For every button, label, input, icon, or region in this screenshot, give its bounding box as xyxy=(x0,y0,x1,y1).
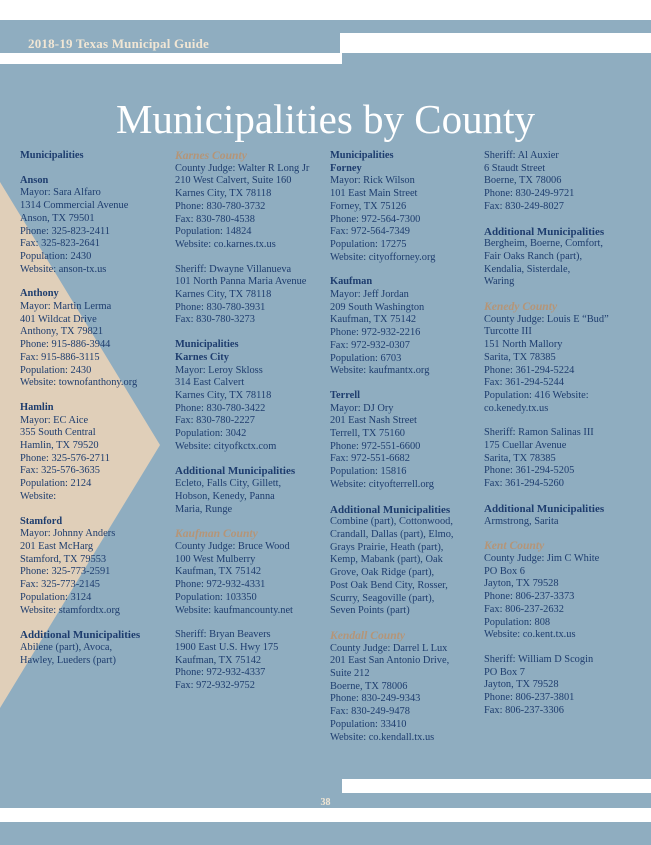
entry-line: County Judge: Walter R Long Jr xyxy=(175,162,310,174)
entry-line: Fax: 325-773-2145 xyxy=(20,579,100,591)
entry-line: Mayor: Johnny Anders xyxy=(20,528,116,540)
entry-line: Population: 2124 xyxy=(20,478,92,490)
entry-line: Grays Prairie, Heath (part), xyxy=(330,541,444,553)
county-heading xyxy=(330,630,480,643)
entry-line: Municipalities xyxy=(330,150,394,161)
entry-line: Population: 416 Website: xyxy=(484,389,589,401)
entry-line: 1900 East U.S. Hwy 175 xyxy=(175,641,279,653)
entry-line: Phone: 972-932-4337 xyxy=(175,667,266,679)
entry-block xyxy=(484,150,644,214)
entry-block xyxy=(175,365,327,454)
entry-line: Terrell, TX 75160 xyxy=(330,428,405,440)
entry-line: Phone: 830-249-9721 xyxy=(484,188,575,200)
entry-line: Ecleto, Falls City, Gillett, xyxy=(175,478,282,490)
entry-block xyxy=(20,301,170,390)
entry-line: Fax: 830-249-9478 xyxy=(330,706,410,718)
entry-line: Karnes City, TX 78118 xyxy=(175,389,272,401)
entry-line: 210 West Calvert, Suite 160 xyxy=(175,175,292,187)
section-heading xyxy=(330,390,480,403)
entry-line: Stamford xyxy=(20,515,63,527)
entry-line: Additional Municipalities xyxy=(484,502,605,515)
entry-line: Fax: 830-780-4538 xyxy=(175,213,255,225)
entry-line: Sheriff: William D Scogin xyxy=(484,653,594,665)
entry-line: 201 East San Antonio Drive, xyxy=(330,655,450,667)
entry-line: Website: kaufmancounty.net xyxy=(175,604,293,616)
entry-line: Fax: 325-823-2641 xyxy=(20,238,100,250)
entry-line: 101 East Main Street xyxy=(330,188,418,200)
entry-block xyxy=(175,264,327,328)
page-title: Municipalities by County xyxy=(115,96,536,142)
section-heading xyxy=(484,226,644,239)
footer-white-stripe xyxy=(342,779,651,793)
entry-line: Phone: 325-576-2711 xyxy=(20,452,110,464)
entry-line: Population: 103350 xyxy=(175,591,257,603)
entry-block xyxy=(330,403,480,492)
entry-block xyxy=(20,415,170,504)
section-heading xyxy=(20,175,170,188)
entry-line: Kaufman, TX 75142 xyxy=(330,314,417,326)
section-heading xyxy=(20,629,170,642)
entry-line: Website: co.karnes.tx.us xyxy=(175,238,276,250)
entry-line: Kaufman, TX 75142 xyxy=(175,654,262,666)
entry-line: Forney, TX 75126 xyxy=(330,200,407,212)
entry-line: Sheriff: Dwayne Villanueva xyxy=(175,263,292,275)
entry-line: Mayor: DJ Ory xyxy=(330,402,394,414)
entry-line: Mayor: Sara Alfaro xyxy=(20,187,101,199)
entry-line: Population: 6703 xyxy=(330,352,402,364)
entry-line: Fax: 325-576-3635 xyxy=(20,465,100,477)
entry-line: Mayor: Rick Wilson xyxy=(330,175,415,187)
entry-block xyxy=(484,427,644,491)
entry-block xyxy=(484,553,644,642)
entry-line: Additional Municipalities xyxy=(330,503,451,516)
entry-line: Hamlin, TX 79520 xyxy=(20,440,99,452)
entry-line: Kendall County xyxy=(330,628,406,642)
entry-block xyxy=(20,528,170,617)
entry-line: Population: 808 xyxy=(484,616,551,628)
entry-block xyxy=(175,541,327,617)
entry-line: PO Box 6 xyxy=(484,565,525,577)
entry-line: Phone: 806-237-3801 xyxy=(484,692,575,704)
entry-line: Phone: 361-294-5205 xyxy=(484,465,575,477)
entry-line: Boerne, TX 78006 xyxy=(484,175,562,187)
entry-line: Municipalities xyxy=(20,150,84,161)
entry-line: 6 Staudt Street xyxy=(484,162,546,174)
entry-line: Boerne, TX 78006 xyxy=(330,680,408,692)
entry-line: Sarita, TX 78385 xyxy=(484,351,556,363)
column-4 xyxy=(484,150,644,717)
entry-line: Anthony xyxy=(20,288,59,300)
entry-line: co.kenedy.tx.us xyxy=(484,402,549,414)
entry-block xyxy=(484,238,644,289)
entry-line: 151 North Mallory xyxy=(484,339,563,351)
section-heading xyxy=(484,503,644,516)
entry-block xyxy=(20,187,170,276)
entry-line: Website: cityofforney.org xyxy=(330,251,436,263)
entry-line: Mayor: EC Aice xyxy=(20,414,89,426)
entry-line: Fax: 972-564-7349 xyxy=(330,226,410,238)
entry-line: Mayor: Leroy Skloss xyxy=(175,364,263,376)
entry-line: 401 Wildcat Drive xyxy=(20,313,97,325)
entry-line: Phone: 972-551-6600 xyxy=(330,440,421,452)
entry-line: Kaufman County xyxy=(175,527,258,541)
section-heading xyxy=(330,276,480,289)
entry-line: Fax: 830-249-8027 xyxy=(484,200,564,212)
entry-line: Anson xyxy=(20,174,49,186)
entry-line: Seven Points (part) xyxy=(330,605,410,617)
entry-line: Mayor: Martin Lerma xyxy=(20,301,112,313)
entry-line: Population: 3042 xyxy=(175,428,247,440)
section-heading xyxy=(20,150,170,163)
entry-line: Additional Municipalities xyxy=(20,629,141,642)
entry-line: Turcotte III xyxy=(484,326,532,338)
entry-line: PO Box 7 xyxy=(484,666,525,678)
entry-line: Population: 14824 xyxy=(175,226,252,238)
bottom-white-stripe xyxy=(0,808,651,822)
entry-line: Population: 33410 xyxy=(330,718,407,730)
entry-line: Additional Municipalities xyxy=(484,225,605,238)
page-number: 38 xyxy=(320,797,331,808)
entry-line: Hawley, Lueders (part) xyxy=(20,654,116,666)
entry-block xyxy=(330,643,480,745)
entry-line: Fair Oaks Ranch (part), xyxy=(484,250,583,262)
entry-line: Kenedy County xyxy=(484,300,558,314)
entry-line: 355 South Central xyxy=(20,427,96,439)
entry-line: Website: cityofterrell.org xyxy=(330,478,434,490)
entry-block xyxy=(330,516,480,618)
entry-line: Stamford, TX 79553 xyxy=(20,553,107,565)
entry-line: Crandall, Dallas (part), Elmo, xyxy=(330,528,454,540)
section-heading xyxy=(330,504,480,517)
entry-line: Fax: 972-932-9752 xyxy=(175,680,255,692)
section-heading xyxy=(175,352,327,365)
entry-line: Karnes County xyxy=(175,149,247,162)
entry-line: Fax: 806-237-3306 xyxy=(484,704,564,716)
entry-line: Phone: 972-932-4331 xyxy=(175,579,266,591)
entry-line: Maria, Runge xyxy=(175,503,233,515)
entry-line: Kendalia, Sisterdale, xyxy=(484,263,571,275)
entry-line: Phone: 325-823-2411 xyxy=(20,225,110,237)
entry-line: Phone: 915-886-3944 xyxy=(20,339,111,351)
entry-line: Phone: 972-932-2216 xyxy=(330,327,421,339)
entry-line: Jayton, TX 79528 xyxy=(484,679,559,691)
entry-line: Sarita, TX 78385 xyxy=(484,452,556,464)
entry-block xyxy=(330,289,480,378)
entry-line: Post Oak Bend City, Rosser, xyxy=(330,579,448,591)
entry-line: 201 East Nash Street xyxy=(330,415,417,427)
entry-line: Website: kaufmantx.org xyxy=(330,365,430,377)
column-2 xyxy=(175,150,327,693)
entry-line: Phone: 361-294-5224 xyxy=(484,364,575,376)
entry-line: 314 East Calvert xyxy=(175,377,245,389)
entry-line: 175 Cuellar Avenue xyxy=(484,440,567,452)
entry-line: 1314 Commercial Avenue xyxy=(20,200,129,212)
entry-line: Karnes City, TX 78118 xyxy=(175,289,272,301)
entry-line: County Judge: Jim C White xyxy=(484,552,600,564)
entry-line: Hamlin xyxy=(20,401,54,413)
section-heading xyxy=(20,288,170,301)
entry-line: Phone: 325-773-2591 xyxy=(20,566,111,578)
entry-line: Phone: 830-780-3931 xyxy=(175,301,266,313)
entry-line: Phone: 972-564-7300 xyxy=(330,213,421,225)
entry-line: Population: 15816 xyxy=(330,466,407,478)
entry-line: Website: anson-tx.us xyxy=(20,263,107,275)
entry-line: Phone: 806-237-3373 xyxy=(484,591,575,603)
entry-line: Website: cityofkctx.com xyxy=(175,440,277,452)
entry-line: Sheriff: Al Auxier xyxy=(484,150,559,161)
county-heading xyxy=(484,540,644,553)
entry-line: Scurry, Seagoville (part), xyxy=(330,592,435,604)
entry-line: Combine (part), Cottonwood, xyxy=(330,516,453,528)
entry-line: Fax: 972-932-0307 xyxy=(330,339,410,351)
entry-line: Grove, Oak Ridge (part), xyxy=(330,567,435,579)
entry-block xyxy=(175,629,327,693)
entry-line: 100 West Mulberry xyxy=(175,553,256,565)
entry-line: Municipalities xyxy=(175,339,239,351)
section-heading xyxy=(20,516,170,529)
entry-line: Fax: 830-780-2227 xyxy=(175,415,255,427)
entry-line: County Judge: Darrel L Lux xyxy=(330,642,448,654)
entry-line: Phone: 830-780-3422 xyxy=(175,402,266,414)
section-heading xyxy=(175,339,327,352)
entry-line: Sheriff: Ramon Salinas III xyxy=(484,427,594,439)
entry-line: Fax: 361-294-5260 xyxy=(484,478,564,490)
entry-block xyxy=(330,175,480,264)
section-heading xyxy=(175,465,327,478)
entry-line: Forney xyxy=(330,162,362,174)
entry-block xyxy=(484,654,644,718)
entry-line: County Judge: Louis E “Bud” xyxy=(484,313,609,325)
entry-line: Website: stamfordtx.org xyxy=(20,604,120,616)
entry-line: Website: co.kent.tx.us xyxy=(484,629,576,641)
entry-line: Fax: 830-780-3273 xyxy=(175,314,255,326)
entry-line: Fax: 972-551-6682 xyxy=(330,453,410,465)
county-heading xyxy=(175,150,327,163)
entry-line: Phone: 830-780-3732 xyxy=(175,200,266,212)
section-heading xyxy=(330,163,480,176)
entry-line: Armstrong, Sarita xyxy=(484,515,559,527)
entry-line: Jayton, TX 79528 xyxy=(484,578,559,590)
entry-line: Bergheim, Boerne, Comfort, xyxy=(484,238,603,250)
entry-block xyxy=(175,163,327,252)
entry-line: Fax: 361-294-5244 xyxy=(484,377,564,389)
entry-line: Fax: 806-237-2632 xyxy=(484,603,564,615)
entry-line: Website: xyxy=(20,490,57,502)
entry-line: 209 South Washington xyxy=(330,301,425,313)
county-heading xyxy=(484,301,644,314)
entry-line: Terrell xyxy=(330,389,361,401)
entry-line: Abilene (part), Avoca, xyxy=(20,641,113,653)
section-heading xyxy=(20,402,170,415)
entry-line: Fax: 915-886-3115 xyxy=(20,351,100,363)
entry-line: Anson, TX 79501 xyxy=(20,212,95,224)
entry-block xyxy=(484,314,644,416)
entry-line: Suite 212 xyxy=(330,668,370,680)
column-1 xyxy=(20,150,170,667)
entry-line: Phone: 830-249-9343 xyxy=(330,693,421,705)
column-3 xyxy=(330,150,480,744)
entry-line: Additional Municipalities xyxy=(175,465,296,478)
entry-line: County Judge: Bruce Wood xyxy=(175,540,290,552)
entry-line: Hobson, Kenedy, Panna xyxy=(175,490,275,502)
entry-line: Kent County xyxy=(484,539,545,553)
entry-line: 101 North Panna Maria Avenue xyxy=(175,276,307,288)
entry-line: Population: 2430 xyxy=(20,250,92,262)
entry-line: Karnes City xyxy=(175,351,229,363)
entry-line: Kaufman, TX 75142 xyxy=(175,566,262,578)
entry-line: Website: townofanthony.org xyxy=(20,377,138,389)
entry-line: Anthony, TX 79821 xyxy=(20,326,104,338)
entry-block xyxy=(484,516,644,529)
entry-line: 201 East McHarg xyxy=(20,540,94,552)
entry-line: Website: co.kendall.tx.us xyxy=(330,731,435,743)
entry-line: Population: 3124 xyxy=(20,591,92,603)
entry-line: Kemp, Mabank (part), Oak xyxy=(330,554,443,566)
entry-line: Population: 17275 xyxy=(330,238,407,250)
entry-line: Sheriff: Bryan Beavers xyxy=(175,629,271,641)
entry-line: Karnes City, TX 78118 xyxy=(175,188,272,200)
guide-title: 2018-19 Texas Municipal Guide xyxy=(28,36,209,51)
entry-line: Waring xyxy=(484,276,515,288)
entry-line: Population: 2430 xyxy=(20,364,92,376)
entry-line: Mayor: Jeff Jordan xyxy=(330,289,409,301)
entry-line: Kaufman xyxy=(330,276,373,288)
entry-block xyxy=(175,478,327,516)
entry-block xyxy=(20,642,170,667)
county-heading xyxy=(175,528,327,541)
section-heading xyxy=(330,150,480,163)
